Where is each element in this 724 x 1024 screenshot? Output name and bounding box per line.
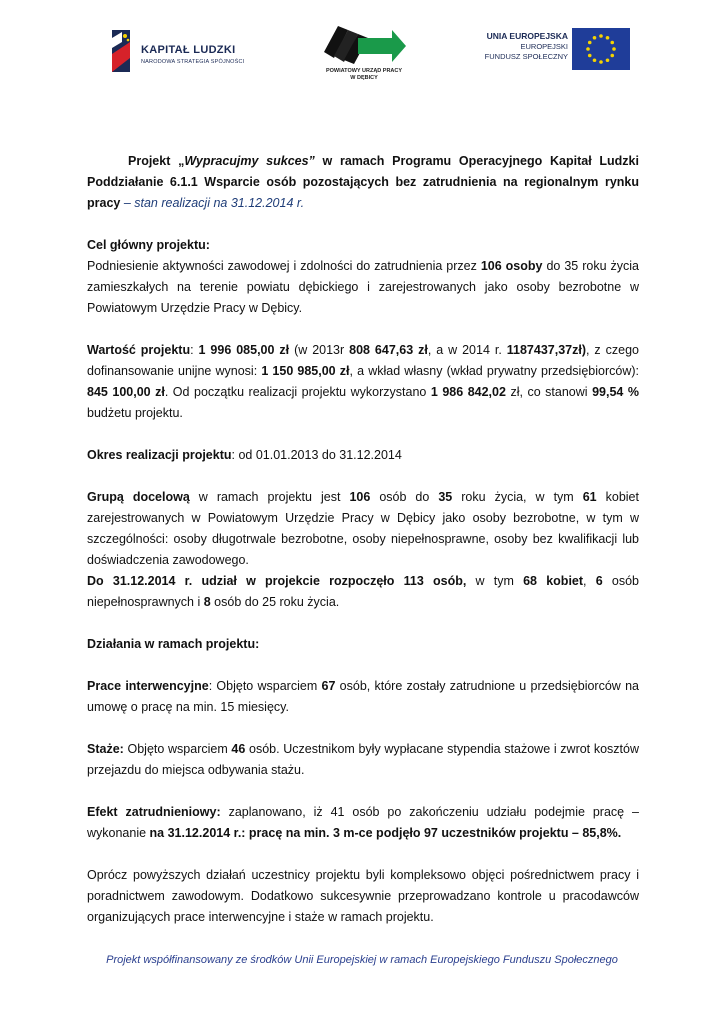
eu-logo-text (485, 31, 568, 63)
eu-star-icon (599, 60, 603, 64)
cel-paragraph: Podniesienie aktywności zawodowej i zdolności do zatrudnienia przez 106 osoby do 35 roku życia zamieszkałych na terenie powiatu dębickiego i zarejestrowanych jako osoby bezrobotne w Powiatowym Urzędzie Pracy w Dębicy. (87, 259, 640, 315)
staze-label: Staże: (87, 742, 124, 756)
prace-paragraph: Prace interwencyjne: Objęto wsparciem 67 osób, które zostały zatrudnione u przedsiębiorców na umowę o pracę na min. 15 miesięcy. (87, 679, 639, 714)
eu-logo (470, 28, 630, 74)
title-project-name: Wypracujmy sukces” (184, 154, 315, 168)
kapital-ludzki-title: KAPITAŁ LUDZKI (141, 44, 236, 56)
wartosc-label: Wartość projektu (87, 343, 191, 357)
dzialania-heading: Działania w ramach projektu: (87, 637, 260, 651)
title-prefix: Projekt „ (128, 154, 185, 168)
eu-star-icon (588, 54, 592, 58)
eu-star-icon (593, 58, 597, 62)
cel-heading: Cel główny projektu: (87, 238, 210, 252)
prace-label: Prace interwencyjne (87, 679, 209, 693)
kapital-ludzki-logo (108, 28, 248, 76)
eu-star-icon (612, 47, 616, 51)
staze-paragraph: Staże: Objęto wsparciem 46 osób. Uczestnikom były wypłacane stypendia stażowe i zwrot kosztów przejazdu do miejsca odbywania stażu. (87, 742, 639, 777)
pup-arrow-icon (318, 22, 410, 68)
pup-name-line1: POWIATOWY URZĄD PRACY (325, 68, 403, 74)
eu-logo-line2: EUROPEJSKI (520, 41, 568, 51)
eu-flag-icon (572, 28, 630, 70)
eu-logo-line1: UNIA EUROPEJSKA (486, 31, 568, 41)
eu-star-icon (588, 41, 592, 45)
wartosc-paragraph: Wartość projektu: 1 996 085,00 zł (w 2013r 808 647,63 zł, a w 2014 r. 1187437,37zł), z czego dofinansowanie unijne wynosi: 1 150 985,00 zł, a wkład własny (wkład prywatny przedsiębiorców): 845 100,00 zł. Od początku realizacji projektu wykorzystano 1 986 842,02 zł, co stanowi 99,54 % budżetu projektu. (87, 343, 639, 420)
eu-star-icon (586, 47, 590, 51)
okres-paragraph: Okres realizacji projektu: od 01.01.2013 do 31.12.2014 (87, 448, 402, 462)
eu-star-icon (593, 36, 597, 40)
footer-cofinancing-note: Projekt współfinansowany ze środków Unii Europejskiej w ramach Europejskiego Funduszu Społecznego (106, 954, 618, 966)
oprocz-paragraph: Oprócz powyższych działań uczestnicy projektu byli kompleksowo objęci pośrednictwem pracy i poradnictwem zawodowym. Dodatkowo sukcesywnie przeprowadzano kontrole u pracodawców organizujących prace interwencyjne i staże w ramach projektu. (87, 868, 639, 924)
pup-name (318, 68, 410, 82)
header-logos (0, 0, 724, 110)
grupa-status-paragraph: Do 31.12.2014 r. udział w projekcie rozpoczęło 113 osób, w tym 68 kobiet, 6 osób niepełnosprawnych i 8 osób do 25 roku życia. (87, 574, 639, 609)
project-title (87, 151, 639, 214)
eu-star-icon (610, 54, 614, 58)
efekt-label: Efekt zatrudnieniowy: (87, 805, 221, 819)
okres-label: Okres realizacji projektu (87, 448, 232, 462)
eu-star-icon (606, 58, 610, 62)
document-body (87, 151, 639, 928)
eu-star-icon (610, 41, 614, 45)
pup-name-line2: W DĘBICY (350, 75, 378, 81)
kapital-ludzki-mark-icon (108, 28, 134, 74)
title-status: – stan realizacji na 31.12.2014 r. (120, 196, 305, 210)
grupa-label: Grupą docelową (87, 490, 190, 504)
pup-debica-logo (318, 22, 410, 86)
eu-logo-line3: FUNDUSZ SPOŁECZNY (484, 52, 568, 61)
eu-star-icon (599, 34, 603, 38)
kapital-ludzki-subtitle: NARODOWA STRATEGIA SPÓJNOŚCI (141, 59, 245, 65)
eu-star-icon (606, 36, 610, 40)
grupa-paragraph: Grupą docelową w ramach projektu jest 106 osób do 35 roku życia, w tym 61 kobiet zarejestrowanych w Powiatowym Urzędzie Pracy w Dębicy jako osoby bezrobotne, w tym w szczególności: osoby długotrwale bezrobotne, osoby niepełnosprawne, osoby bez kwalifikacji lub doświadczenia zawodowego. (87, 490, 639, 567)
title-program: w ramach Programu Operacyjnego Kapitał Ludzki Poddziałanie 6.1.1 Wsparcie osób pozostających bez zatrudnienia na regionalnym rynku pracy (87, 154, 639, 210)
efekt-paragraph: Efekt zatrudnieniowy: zaplanowano, iż 41 osób po zakończeniu udziału podejmie pracę – wykonanie na 31.12.2014 r.: pracę na min. 3 m-ce podjęło 97 uczestników projektu – 85,8%. (87, 805, 640, 840)
